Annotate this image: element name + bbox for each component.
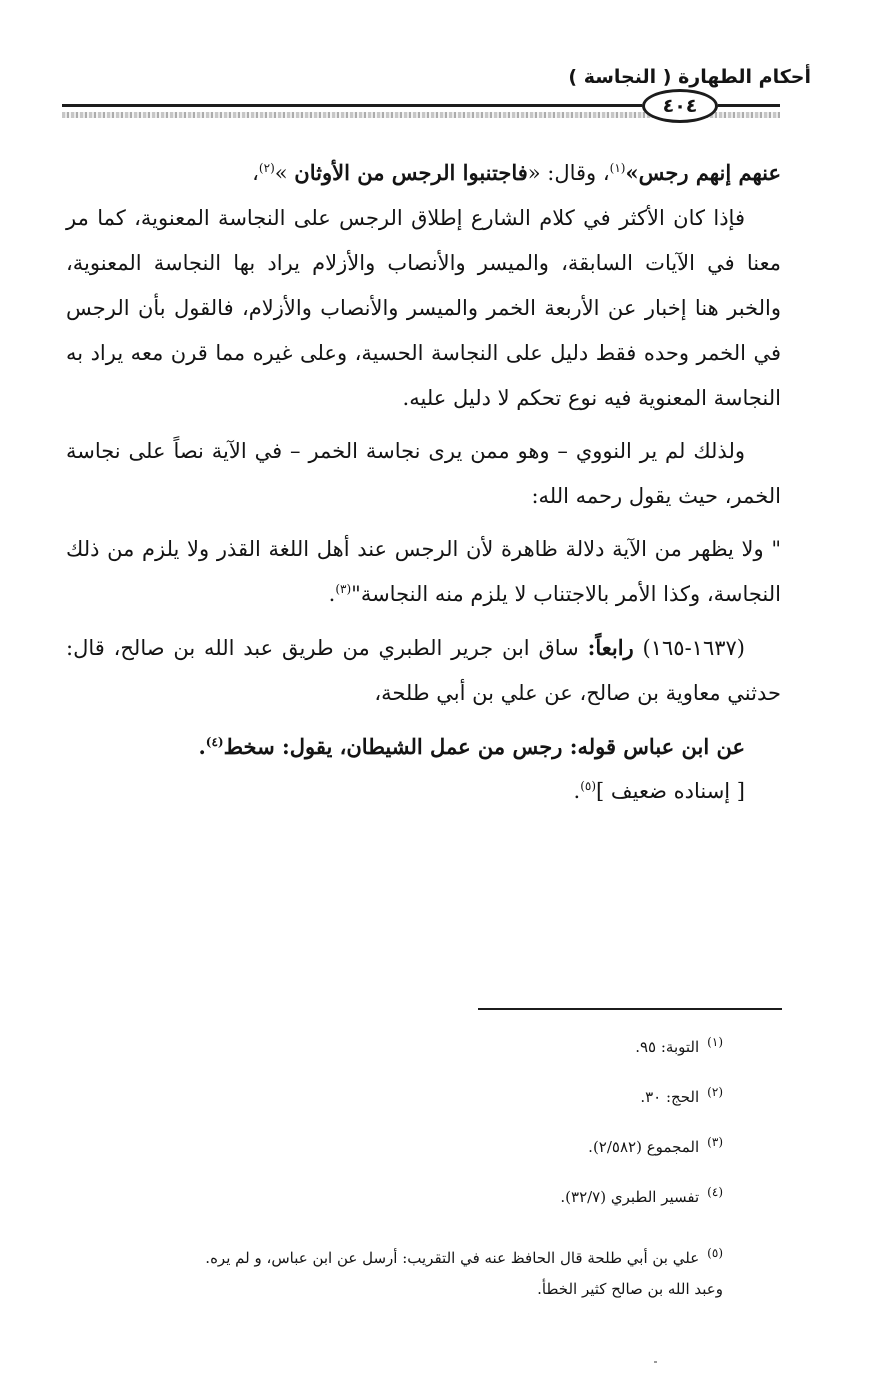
narration-chain: ساق ابن جرير الطبري من طريق عبد الله بن صالح، قال: حدثني معاوية بن صالح، عن علي بن أبي طلحة، — [66, 636, 781, 705]
footnote-ref-3[interactable]: (٣) — [335, 582, 352, 596]
grading-end: . — [573, 779, 581, 803]
page-number-badge — [642, 89, 718, 123]
header-rule-left — [62, 104, 642, 107]
footnote-3 — [83, 1130, 723, 1159]
footnote-1-number: (١) — [707, 1035, 723, 1049]
paragraph-2: فإذا كان الأكثر في كلام الشارع إطلاق الرجس على النجاسة المعنوية، كما مر معنا في الآيات السابقة، والميسر والأنصاب والأزلام يراد بها النجاسة المعنوية، والخبر هنا إخبار عن الأربعة الخمر والميسر والأنصاب والأزلام، فالقول بأن الرجس في الخمر وحده فقط دليل على النجاسة الحسية، وعلى غيره مما قرن معه يراد به النجاسة المعنوية فيه نوع تحكم لا دليل عليه. — [66, 206, 781, 410]
footnote-ref-1[interactable]: (١) — [609, 161, 626, 175]
footnote-separator — [478, 1008, 782, 1010]
footnote-ref-5[interactable]: (٥) — [580, 779, 597, 793]
footnote-3-number: (٣) — [707, 1135, 723, 1149]
footnote-5-block — [83, 1238, 723, 1305]
footnote-5-text: علي بن أبي طلحة قال الحافظ عنه في التقريب: أرسل عن ابن عباس، و لم يره. — [205, 1249, 700, 1267]
paragraph-athar — [66, 724, 781, 769]
quote-paragraph — [66, 527, 781, 617]
body-text — [66, 150, 781, 814]
footnote-2-number: (٢) — [707, 1085, 723, 1099]
comma: ، — [252, 161, 259, 185]
narration-label: رابعاً: — [587, 635, 634, 660]
quote-text: " ولا يظهر من الآية دلالة ظاهرة لأن الرجس عند أهل اللغة القذر ولا يلزم من ذلك النجاسة، وكذا الأمر بالاجتناب لا يلزم منه النجاسة" — [66, 537, 781, 606]
footnote-3-text: المجموع (٢/٥٨٢). — [588, 1138, 700, 1156]
grading-text: [ إسناده ضعيف ] — [596, 779, 745, 803]
running-title: أحكام الطهارة ( النجاسة ) — [568, 66, 811, 88]
paragraph-3: ولذلك لم ير النووي – وهو ممن يرى نجاسة الخمر – في الآية نصاً على نجاسة الخمر، حيث يقول رحمه الله: — [66, 439, 781, 508]
footnote-2 — [83, 1080, 723, 1109]
text-said: ، وقال: « — [527, 161, 610, 185]
paragraph-1 — [66, 150, 781, 196]
verse-close: » — [274, 161, 295, 185]
footnote-ref-4[interactable]: (٤) — [205, 735, 224, 749]
paragraph-grading — [66, 769, 781, 814]
footnote-4 — [83, 1180, 723, 1209]
footnote-1 — [83, 1030, 723, 1059]
narration-number: (١٦٣٧-١٦٥) — [642, 636, 745, 660]
verse-fragment-1: عنهم إنهم رجس» — [625, 160, 781, 185]
athar-text: عن ابن عباس قوله: رجس من عمل الشيطان، يقول: سخط — [223, 734, 745, 759]
footnote-4-number: (٤) — [707, 1185, 723, 1199]
header-rule-right — [718, 104, 780, 107]
paragraph-narration — [66, 625, 781, 716]
page-number: ٤٠٤ — [662, 95, 698, 117]
footnote-ref-2[interactable]: (٢) — [258, 161, 275, 175]
athar-end: . — [198, 734, 206, 759]
scan-speck — [654, 1361, 657, 1363]
verse-fragment-2: فاجتنبوا الرجس من الأوثان — [294, 160, 528, 185]
footnotes — [83, 1030, 723, 1230]
quote-end: . — [328, 582, 336, 606]
footnote-1-text: التوبة: ٩٥. — [635, 1038, 700, 1056]
footnote-5-continuation: وعبد الله بن صالح كثير الخطأ. — [537, 1280, 723, 1298]
footnote-4-text: تفسير الطبري (٣٢/٧). — [560, 1188, 700, 1206]
footnote-2-text: الحج: ٣٠. — [640, 1088, 700, 1106]
footnote-5 — [83, 1238, 723, 1274]
footnote-5-number: (٥) — [707, 1246, 723, 1260]
